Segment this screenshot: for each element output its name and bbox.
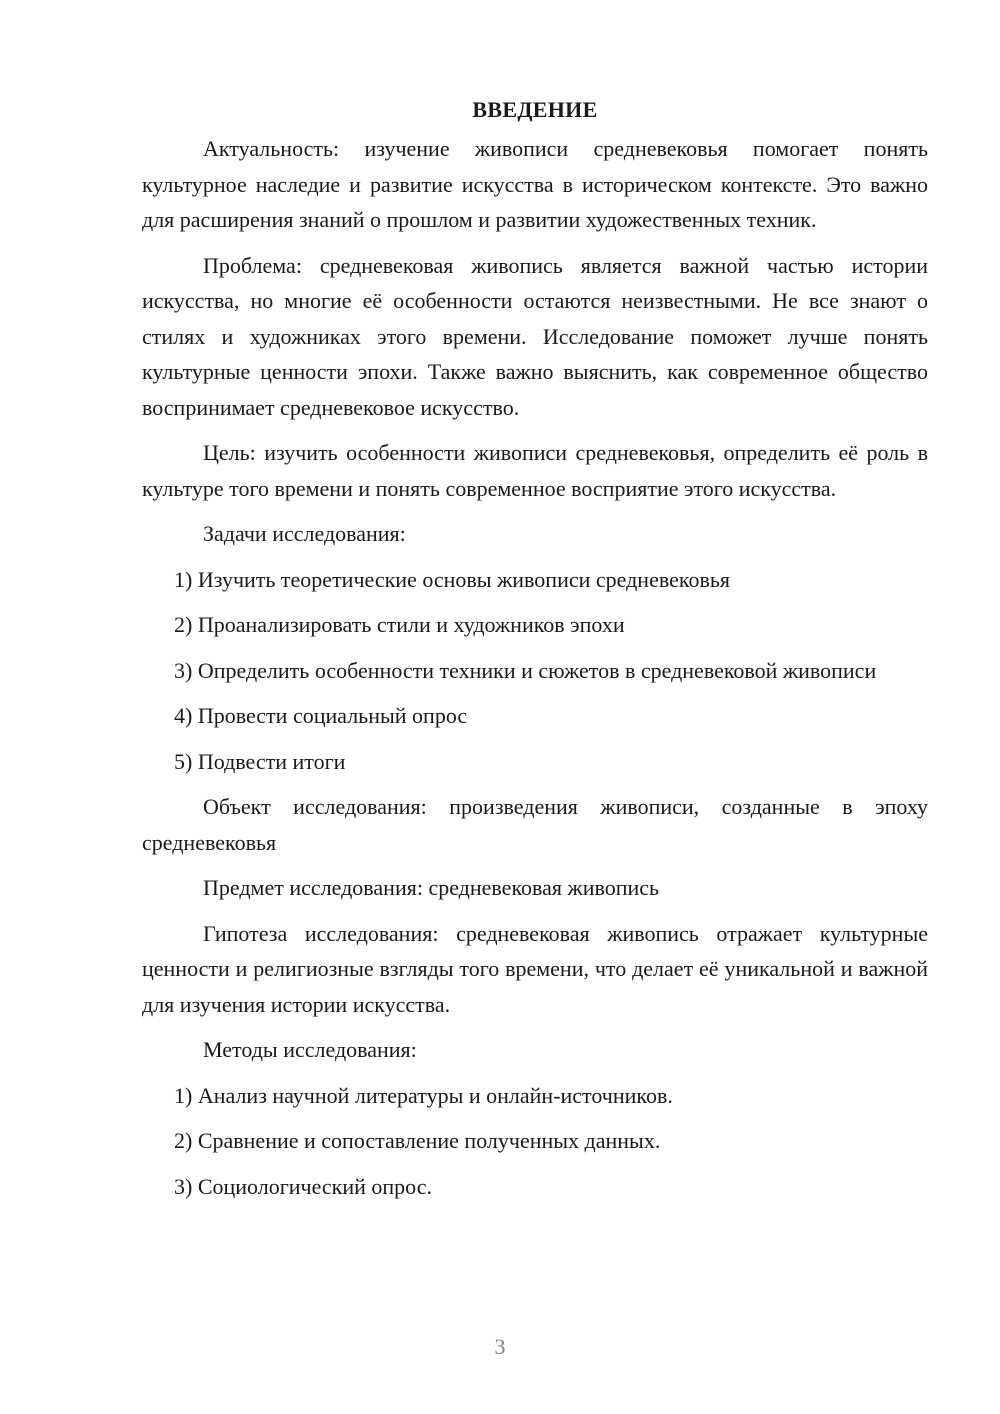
problem-paragraph: Проблема: средневековая живопись является важной частью истории искусства, но многие её особенности остаются неизвестными. Не все знают о стилях и художниках этого времени. Исследование поможет лучше понять культурные ценности эпохи. Также важно выяснить, как современное общество воспринимает средневековое искусство. [142,252,928,420]
task-item: 4) Провести социальный опрос [174,703,468,728]
methods-heading: Методы исследования: [203,1037,417,1062]
task-item: 5) Подвести итоги [174,748,346,774]
object-paragraph: Объект исследования: произведения живописи, созданные в эпоху средневековья [142,794,928,855]
task-item: 1) Изучить теоретические основы живописи средневековья [174,566,730,592]
subject-paragraph: Предмет исследования: средневековая живопись [203,875,660,900]
document-page [142,95,928,1214]
page-number: 3 [494,1334,506,1359]
hypothesis-paragraph: Гипотеза исследования: средневековая живопись отражает культурные ценности и религиозные взгляды того времени, что делает её уникальной и важной для изучения истории искусства. [142,920,928,1017]
method-item: 1) Анализ научной литературы и онлайн-источников. [174,1082,673,1108]
task-item: 3) Определить особенности техники и сюжетов в средневековой живописи [174,657,877,683]
relevance-paragraph: Актуальность: изучение живописи средневековья помогает понять культурное наследие и развитие искусства в историческом контексте. Это важно для расширения знаний о прошлом и развитии художественных техник. [142,136,928,232]
goal-paragraph: Цель: изучить особенности живописи средневековья, определить её роль в культуре того времени и понять современное восприятие этого искусства. [142,440,928,501]
tasks-heading: Задачи исследования: [203,521,406,546]
section-heading: ВВЕДЕНИЕ [472,97,598,122]
method-item: 2) Сравнение и сопоставление полученных данных. [174,1128,661,1153]
method-item: 3) Социологический опрос. [174,1173,432,1199]
task-item: 2) Проанализировать стили и художников эпохи [174,612,625,637]
